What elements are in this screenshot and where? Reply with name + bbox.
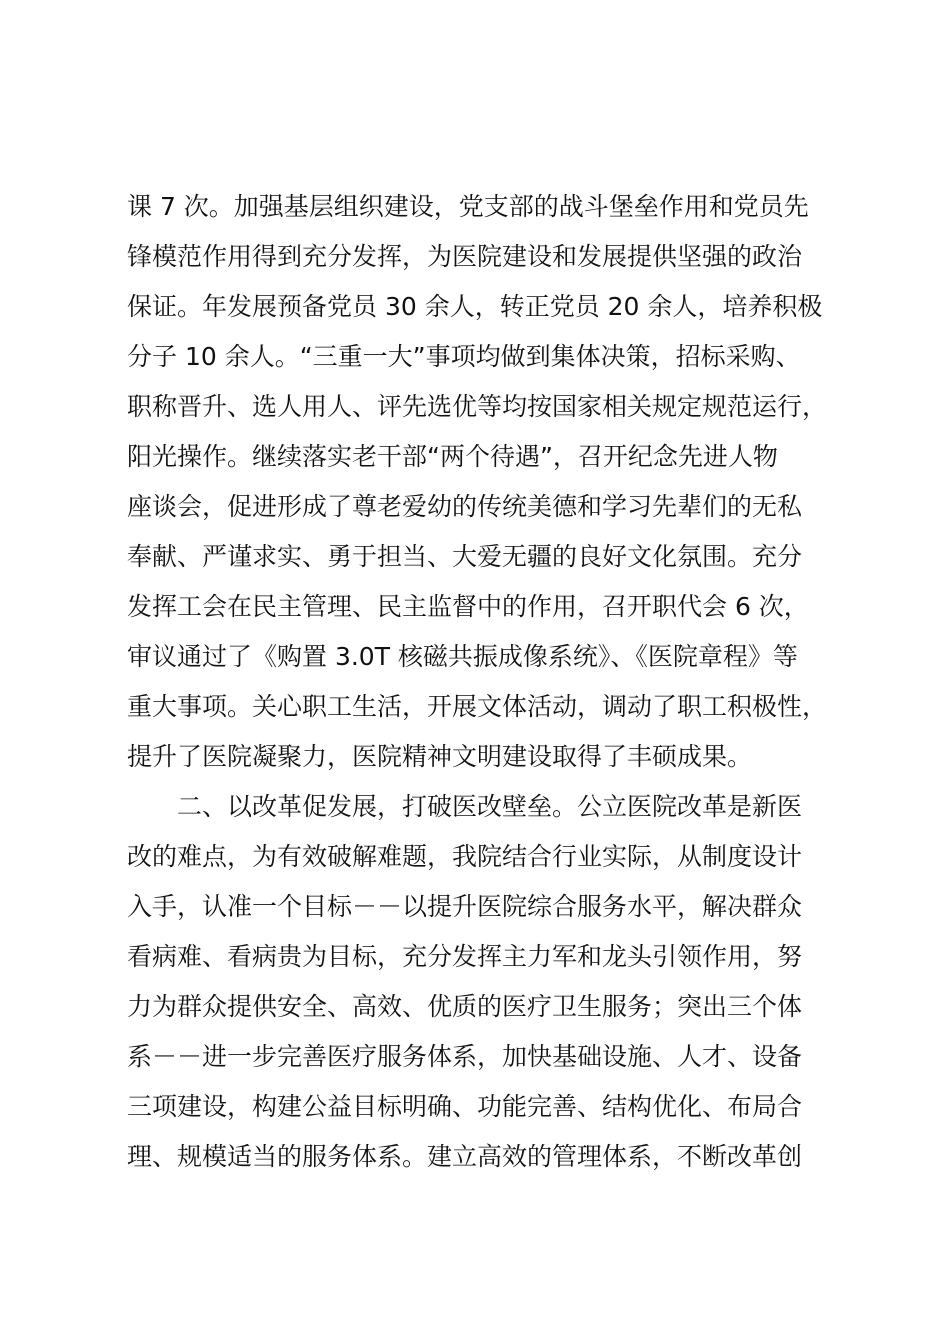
text-line: 审议通过了《购置 3.0T 核磁共振成像系统》、《医院章程》等 [127,642,798,671]
text-line: 锋模范作用得到充分发挥，为医院建设和发展提供坚强的政治 [127,242,803,271]
text-line: 分子 10 余人。“三重一大”事项均做到集体决策，招标采购、 [127,342,801,371]
text-line: 力为群众提供安全、高效、优质的医疗卫生服务；突出三个体 [127,992,803,1021]
text-line: 改的难点，为有效破解难题，我院结合行业实际，从制度设计 [127,842,803,871]
text-line: 阳光操作。继续落实老干部“两个待遇”，召开纪念先进人物 [127,442,778,471]
text-line: 保证。年发展预备党员 30 余人，转正党员 20 余人，培养积极 [127,292,823,321]
text-line: 座谈会，促进形成了尊老爱幼的传统美德和学习先辈们的无私 [127,492,803,521]
text-line: 发挥工会在民主管理、民主监督中的作用，召开职代会 6 次， [127,592,809,621]
text-line: 课 7 次。加强基层组织建设，党支部的战斗堡垒作用和党员先 [127,192,809,221]
text-line: 奉献、严谨求实、勇于担当、大爱无疆的良好文化氛围。充分 [127,542,803,571]
text-line: 职称晋升、选人用人、评先选优等均按国家相关规定规范运行， [127,392,828,421]
text-line: 入手，认准一个目标－－以提升医院综合服务水平，解决群众 [127,892,803,921]
text-line: 看病难、看病贵为目标，充分发挥主力军和龙头引领作用，努 [127,942,803,971]
paragraph-start-line: 二、以改革促发展，打破医改壁垒。公立医院改革是新医 [127,792,803,821]
text-line: 重大事项。关心职工生活，开展文体活动，调动了职工积极性， [127,692,828,721]
text-line: 三项建设，构建公益目标明确、功能完善、结构优化、布局合 [127,1092,803,1121]
body-text [127,182,862,1182]
text-line: 提升了医院凝聚力，医院精神文明建设取得了丰硕成果。 [127,742,753,771]
text-line: 系－－进一步完善医疗服务体系，加快基础设施、人才、设备 [127,1042,803,1071]
text-line: 理、规模适当的服务体系。建立高效的管理体系，不断改革创 [127,1142,803,1171]
